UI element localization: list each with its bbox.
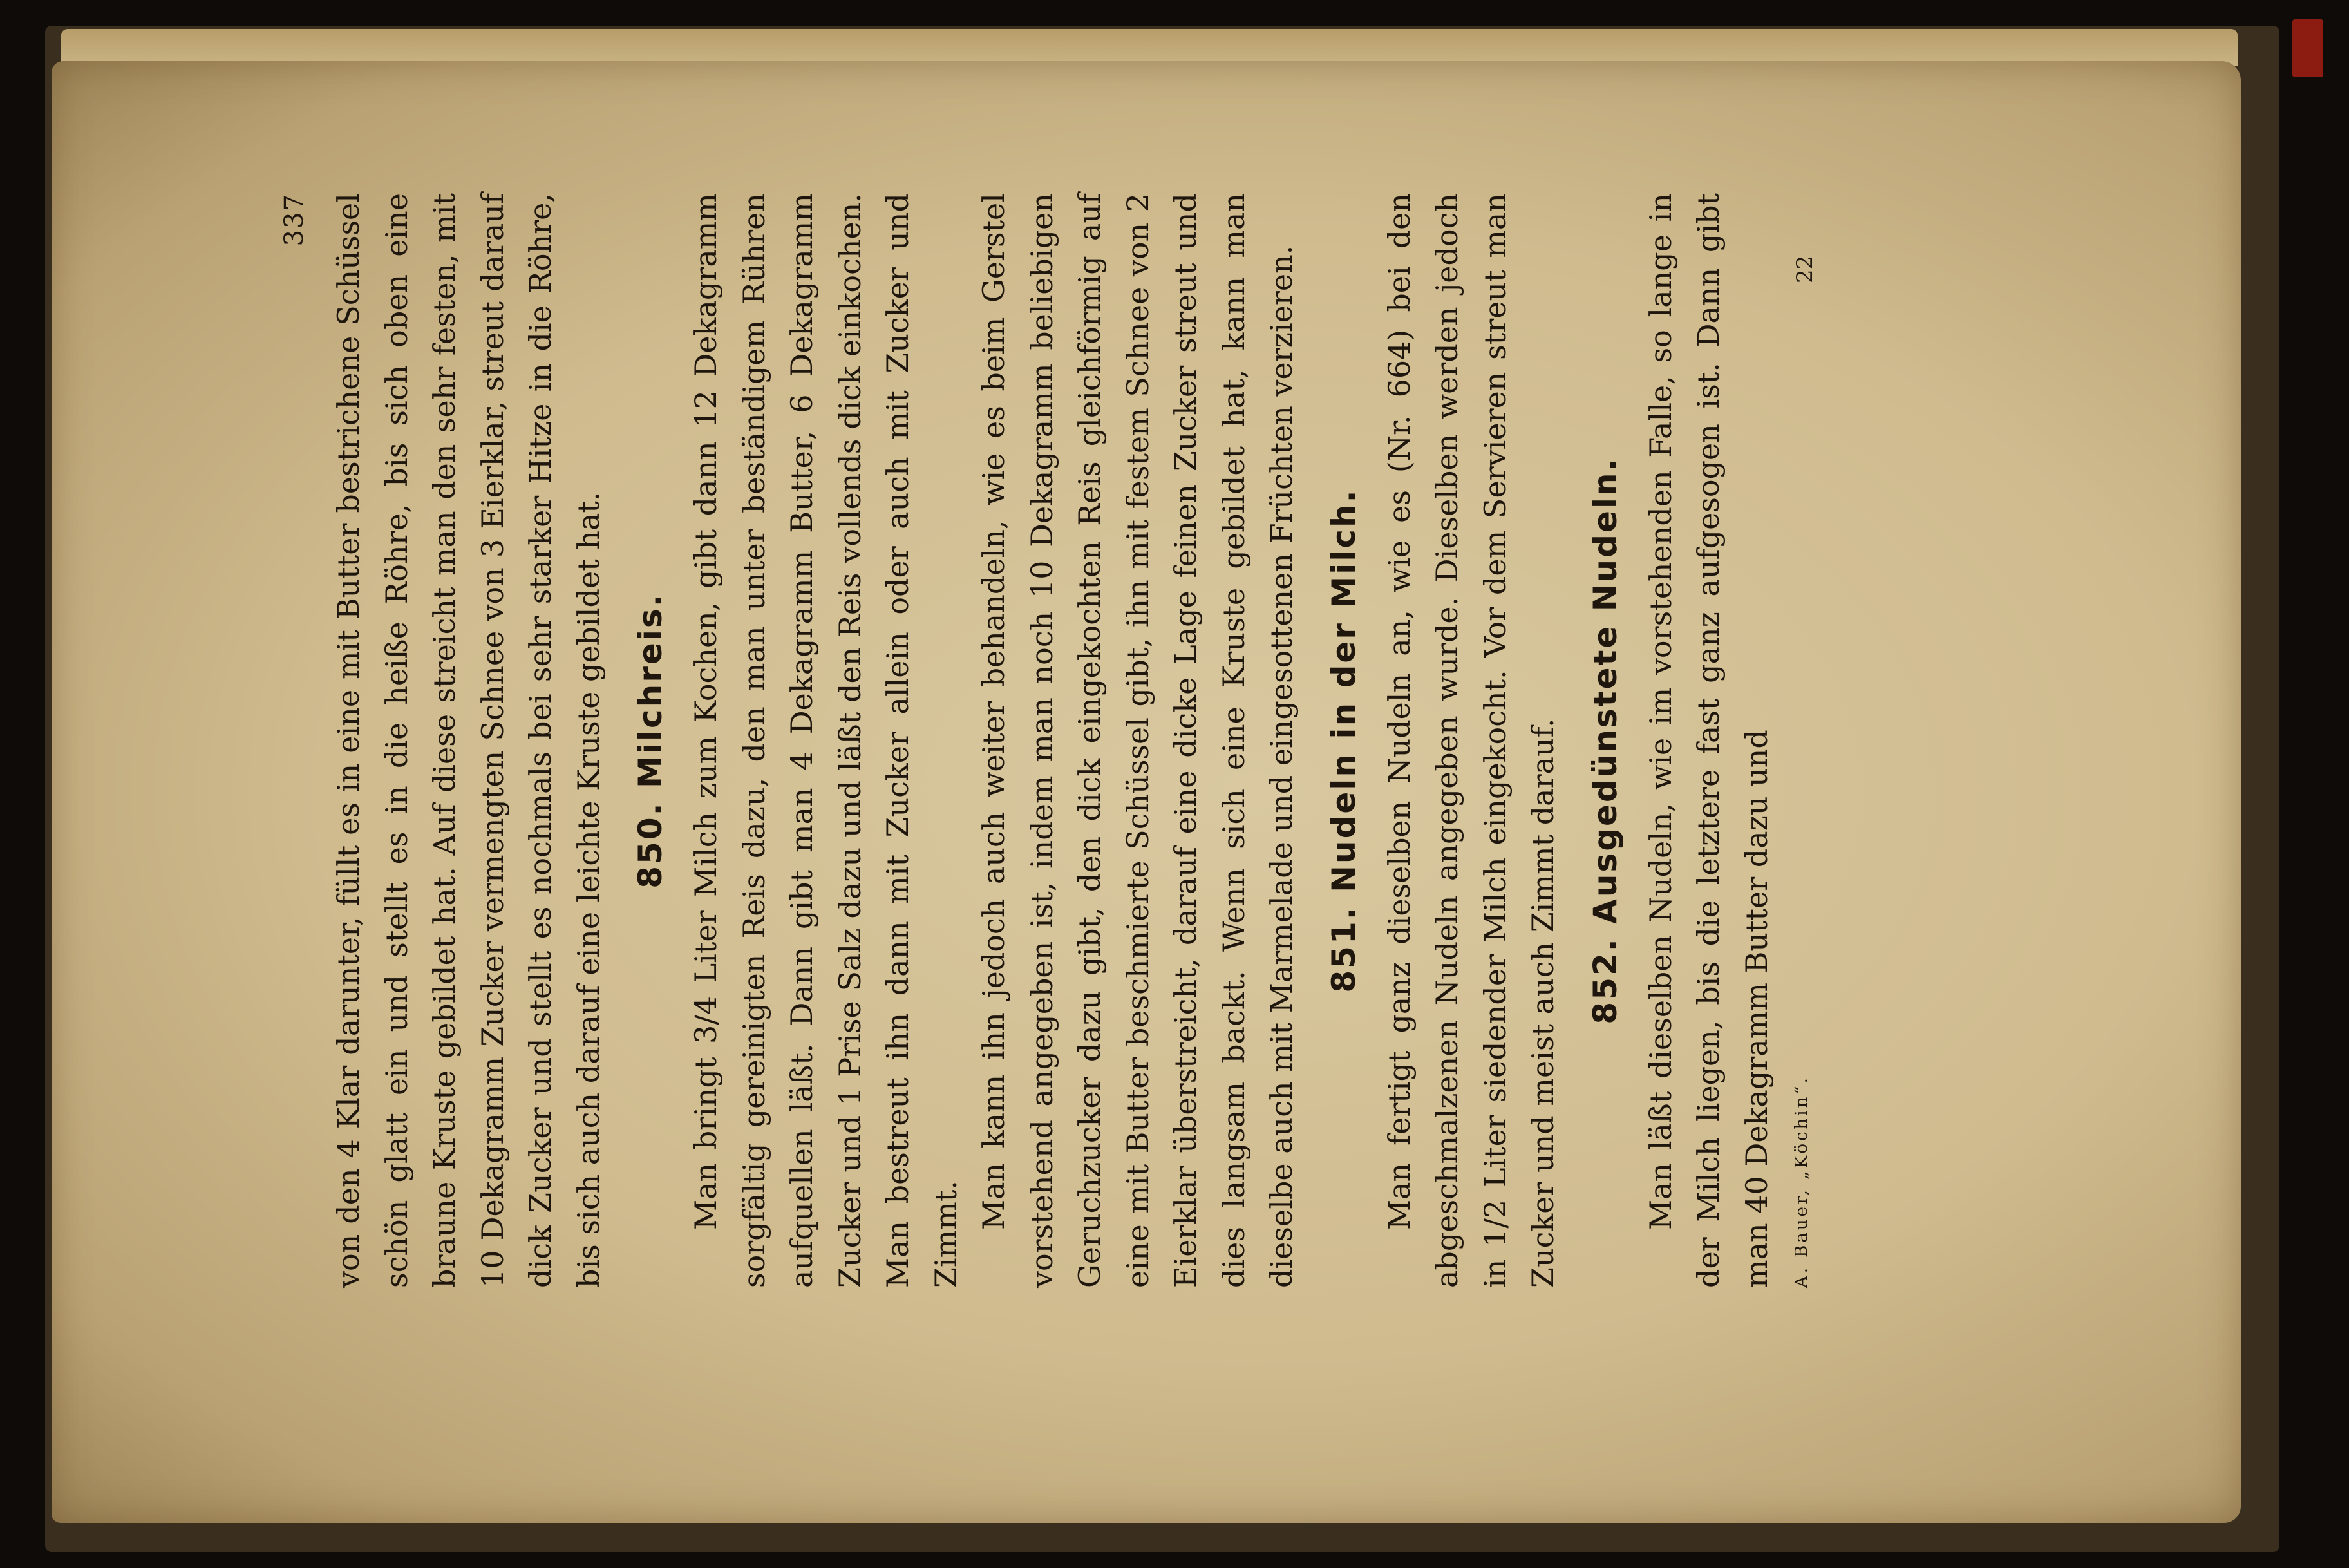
- recipe-850-paragraph-2: Man kann ihn jedoch auch weiter behandeln, wie es beim Gerstel vorstehend angegeben ist, indem man noch 10 Dekagramm beliebigen Geruchzucker dazu gibt, den dick eingekochten Reis gleichförmig auf eine mit Butter beschmierte Schüssel gibt, ihn mit festem Schnee von 2 Eierklar überstreicht, darauf eine dicke Lage feinen Zucker streut und dies langsam backt. Wenn sich eine Kruste gebildet hat, kann man dieselbe auch mit Marmelade und eingesottenen Früchten verzieren.: [976, 193, 1299, 1288]
- sheet-number: 22: [1792, 255, 1818, 283]
- page-footer: [1792, 193, 1831, 1288]
- bookmark-ribbon: [2292, 19, 2323, 77]
- continuation-paragraph: von den 4 Klar darunter, füllt es in eine mit Butter bestrichene Schüssel schön glatt ein und stellt es in die heiße Röhre, bis sich oben eine braune Kruste gebildet hat. Auf diese streicht man den sehr festen, mit 10 Dekagramm Zucker vermengten Schnee von 3 Eierklar, streut darauf dick Zucker und stellt es nochmals bei sehr starker Hitze in die Röhre, bis sich auch darauf eine leichte Kruste gebildet hat.: [331, 193, 606, 1288]
- page-number: 337: [279, 193, 309, 247]
- recipe-852-paragraph-1: Man läßt dieselben Nudeln, wie im vorstehenden Falle, so lange in der Milch liegen, bis die letztere fast ganz aufgesogen ist. Dann gibt man 40 Dekagramm Butter dazu und: [1643, 193, 1774, 1288]
- page-content: [279, 193, 1831, 1288]
- page-text-rotated: [279, 193, 2082, 1288]
- recipe-850-paragraph-1: Man bringt 3/4 Liter Milch zum Kochen, gibt dann 12 Dekagramm sorgfältig gereinigten Reis dazu, den man unter beständigem Rühren aufquellen läßt. Dann gibt man 4 Dekagramm Butter, 6 Dekagramm Zucker und 1 Prise Salz dazu und läßt den Reis vollends dick einkochen. Man bestreut ihn dann mit Zucker allein oder auch mit Zucker und Zimmt.: [688, 193, 963, 1288]
- footer-signature: A. Bauer, „Köchin“.: [1792, 1075, 1812, 1288]
- recipe-title-852: 852. Ausgedünstete Nudeln.: [1586, 457, 1624, 1025]
- recipe-title-851: 851. Nudeln in der Milch.: [1325, 488, 1363, 993]
- recipe-title-850: 850. Milchreis.: [632, 592, 670, 889]
- recipe-851-paragraph-1: Man fertigt ganz dieselben Nudeln an, wie es (Nr. 664) bei den abgeschmalzenen Nudeln angegeben wurde. Dieselben werden jedoch in 1/2 Liter siedender Milch eingekocht. Vor dem Servieren streut man Zucker und meist auch Zimmt darauf.: [1381, 193, 1561, 1288]
